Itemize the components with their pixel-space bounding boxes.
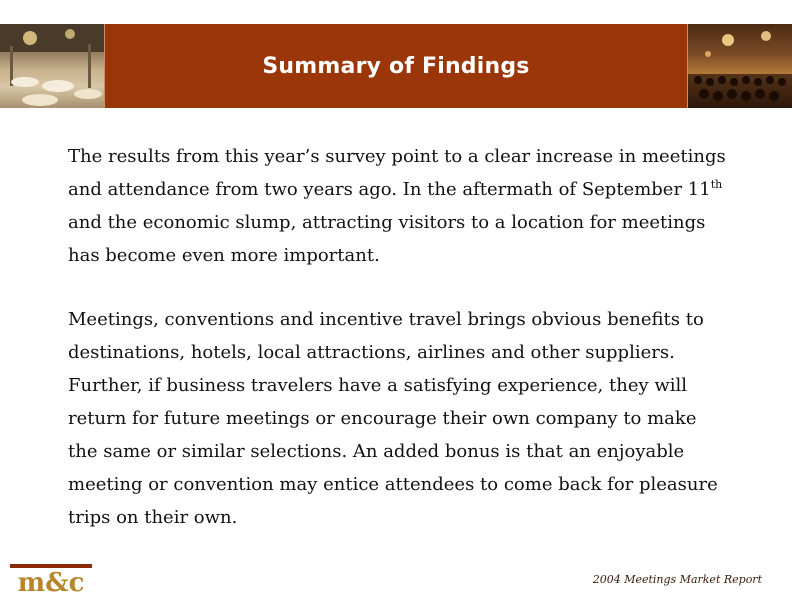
paragraph-intro-part2: and the economic slump, attracting visitors to a location for meetings has become even more important. [68,212,706,266]
mc-logo-icon [10,562,92,594]
title-bar [104,24,688,108]
ballroom-photo-left [0,24,104,108]
page-title: Summary of Findings [262,53,530,79]
ordinal-superscript: th [710,178,723,191]
paragraph-intro-part1: The results from this year’s survey point to a clear increase in meetings and attendance from two years ago. In the aftermath of September 11 [68,146,726,200]
auditorium-photo-right [688,24,792,108]
ballroom-illustration-icon [0,24,104,108]
header-banner [0,24,792,108]
paragraph-benefits: Meetings, conventions and incentive travel brings obvious benefits to destinations, hotels, local attractions, airlines and other suppliers. Further, if business travelers have a satisfying experience, they will return for future meetings or encourage their own company to make the same or similar selections. An added bonus is that an enjoyable meeting or convention may entice attendees to come back for pleasure trips on their own. [68,309,718,528]
paragraph-intro [68,140,728,272]
auditorium-illustration-icon [688,24,792,108]
mc-logo [10,562,92,594]
svg-text:m&c: m&c [17,568,85,594]
report-footer: 2004 Meetings Market Report [592,573,762,586]
